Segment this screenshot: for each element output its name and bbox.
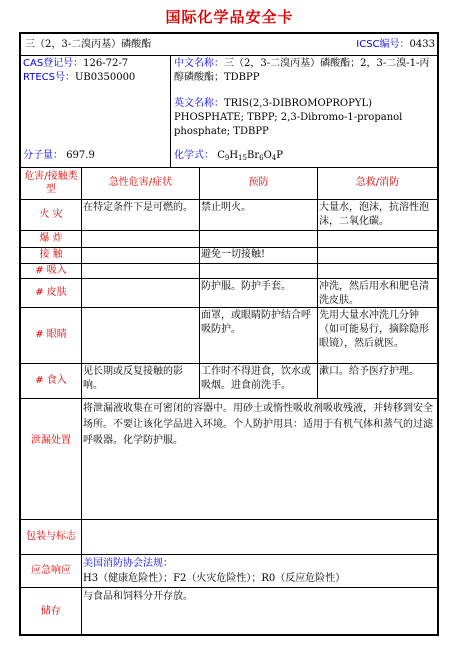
row-label-fire: 火 灾 xyxy=(39,209,63,220)
chemical-name-header: 三（2，3-二溴丙基）磷酸酯 xyxy=(25,39,152,50)
ingestion-acute: 见长期或反复接触的影响。 xyxy=(83,366,183,391)
col-header-prevention: 预防 xyxy=(248,177,269,188)
rtecs-number: UB0350000 xyxy=(74,72,136,83)
col-header-acute: 急性危害/症状 xyxy=(108,177,173,188)
row-label-emergency: 应急响应 xyxy=(31,565,71,576)
eyes-prevention: 面罩，或眼睛防护结合呼吸防护。 xyxy=(201,310,311,335)
skin-prevention: 防护服。防护手套。 xyxy=(201,281,291,292)
mw-label: 分子量： xyxy=(23,150,63,161)
emergency-prefix: 美国消防协会法规： xyxy=(83,558,173,569)
storage-text: 与食品和饲料分开存放。 xyxy=(83,591,193,602)
row-label-inhalation: # 吸入 xyxy=(35,265,67,276)
row-label-ingestion: # 食入 xyxy=(35,375,67,386)
row-label-explosion: 爆 炸 xyxy=(39,233,63,244)
ingestion-firstaid: 漱口。给予医疗护理。 xyxy=(319,366,419,377)
contact-prevention: 避免一切接触! xyxy=(201,249,266,260)
icsc-label: ICSC编号： xyxy=(356,39,410,50)
fire-firstaid: 大量水，泡沫，抗溶性泡沫，二氧化碳。 xyxy=(319,202,429,227)
cn-name-value: 三（2，3-二溴丙基）磷酸酯；2，3-二溴-1-丙醇磷酸酯；TDBPP xyxy=(174,58,430,83)
cas-number: 126-72-7 xyxy=(83,58,129,69)
emergency-text: H3（健康危险性）；F2（火灾危险性）；R0（反应危险性） xyxy=(83,573,346,584)
row-label-eyes: # 眼睛 xyxy=(35,329,67,340)
ingestion-prevention: 工作时不得进食，饮水或吸烟。进食前洗手。 xyxy=(201,366,311,391)
cas-label: CAS登记号： xyxy=(23,58,84,69)
card-title: 国际化学品安全卡 xyxy=(165,8,294,26)
safety-card xyxy=(19,32,439,636)
fire-acute: 在特定条件下是可燃的。 xyxy=(83,202,193,213)
eyes-firstaid: 先用大量水冲洗几分钟（如可能易行，摘除隐形眼镜），然后就医。 xyxy=(319,310,429,349)
en-name-value: TRIS(2,3-DIBROMOPROPYL) PHOSPHATE; TBPP; 2,3-Dibromo-1-propanol phosphate; TDBPP xyxy=(174,98,403,137)
chemical-formula: $C_9H_{15}Br_6O_4P$ xyxy=(217,150,283,162)
icsc-number: 0433 xyxy=(409,39,435,50)
row-label-spill: 泄漏处置 xyxy=(31,435,71,446)
row-label-packaging: 包装与标志 xyxy=(26,531,76,542)
formula-label: 化学式： xyxy=(174,150,214,161)
col-header-type: 危害/接触类型 xyxy=(24,171,78,195)
spill-text: 将泄漏液收集在可密闭的容器中。用砂土或惰性吸收剂吸收残液，并转移到安全场所。不要让该化学品进入环境。个人防护用具：适用于有机气体和蒸气的过滤呼吸器。化学防护服。 xyxy=(83,403,433,446)
col-header-firstaid: 急救/消防 xyxy=(355,177,400,188)
en-name-label: 英文名称： xyxy=(174,98,224,109)
row-label-skin: # 皮肤 xyxy=(35,287,67,298)
fire-prevention: 禁止明火。 xyxy=(201,202,251,213)
rtecs-label: RTECS号： xyxy=(23,72,75,83)
mw-value: 697.9 xyxy=(66,150,95,161)
skin-firstaid: 冲洗，然后用水和肥皂清洗皮肤。 xyxy=(319,281,429,306)
row-label-contact: 接 触 xyxy=(39,249,63,260)
row-label-storage: 储存 xyxy=(41,606,61,617)
cn-name-label: 中文名称： xyxy=(174,58,224,69)
